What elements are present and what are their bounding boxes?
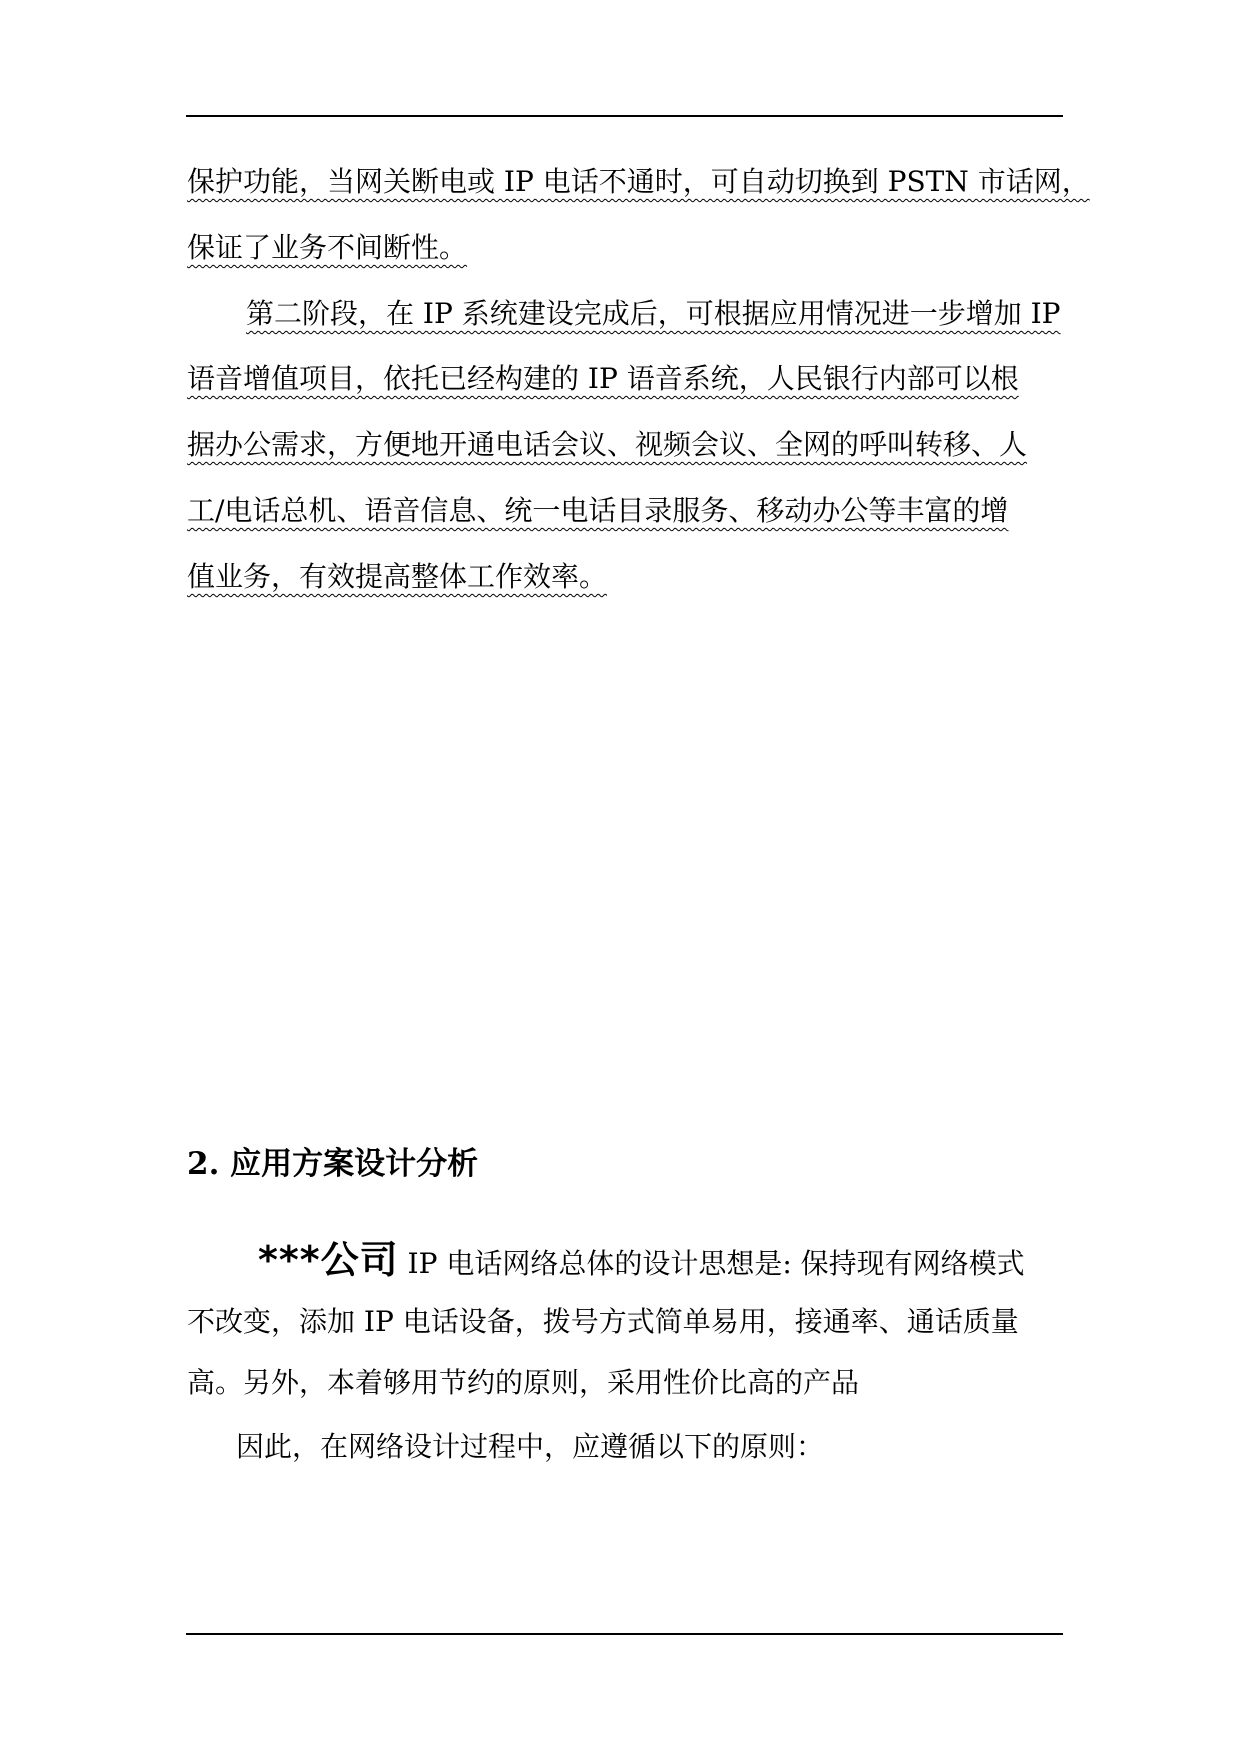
company-name: ***公司 xyxy=(258,1238,399,1282)
design-paragraph-line-2: 不改变，添加 IP 电话设备，拨号方式简单易用，接通率、通话质量 xyxy=(187,1305,1019,1338)
paragraph-line-2: 保证了业务不间断性。 xyxy=(187,231,468,264)
paragraph-line-7: 值业务，有效提高整体工作效率。 xyxy=(187,560,608,593)
design-paragraph-line-1 xyxy=(258,1236,1025,1288)
paragraph-line-5: 据办公需求，方便地开通电话会议、视频会议、全网的呼叫转移、人 xyxy=(187,428,1028,461)
design-line-1-text: IP 电话网络总体的设计思想是: 保持现有网络模式 xyxy=(398,1247,1025,1280)
paragraph-line-4: 语音增值项目，依托已经构建的 IP 语音系统，人民银行内部可以根 xyxy=(187,362,1019,395)
paragraph-line-1: 保护功能，当网关断电或 IP 电话不通时，可自动切换到 PSTN 市话网， xyxy=(187,165,1090,198)
design-paragraph-line-4: 因此，在网络设计过程中，应遵循以下的原则： xyxy=(236,1430,825,1463)
footer-rule xyxy=(186,1633,1063,1635)
header-rule xyxy=(186,115,1063,117)
section-heading: 2. 应用方案设计分析 xyxy=(187,1146,479,1182)
paragraph-line-3: 第二阶段，在 IP 系统建设完成后，可根据应用情况进一步增加 IP xyxy=(246,297,1061,330)
design-paragraph-line-3: 高。另外，本着够用节约的原则，采用性价比高的产品 xyxy=(187,1366,860,1399)
paragraph-line-6: 工/电话总机、语音信息、统一电话目录服务、移动办公等丰富的增 xyxy=(187,494,1009,527)
